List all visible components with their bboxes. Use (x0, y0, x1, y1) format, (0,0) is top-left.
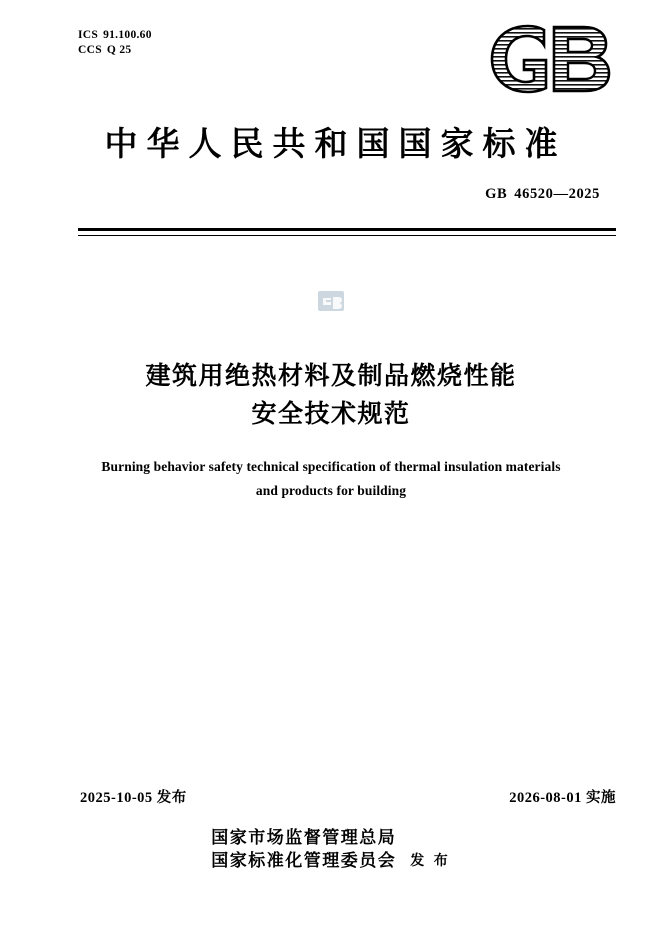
implementation-date: 2026-08-01 实施 (509, 790, 616, 806)
standard-code: 46520—2025 (514, 186, 600, 202)
document-title-cn (0, 358, 662, 434)
ics-label: ICS (78, 29, 99, 41)
issue-verb: 发 布 (410, 854, 451, 869)
gb-logo-icon (484, 20, 616, 98)
issuer-names (211, 826, 396, 872)
ics-line (78, 28, 152, 43)
classification-block (78, 28, 152, 58)
ccs-line (78, 43, 152, 58)
document-title-en-line2: and products for building (255, 483, 407, 498)
document-title-cn-line2: 安全技术规范 (251, 401, 411, 428)
issuing-authorities (0, 826, 662, 872)
divider-thin (78, 235, 616, 236)
standard-prefix: GB (485, 186, 508, 202)
standard-number (485, 186, 600, 203)
document-title-cn-line1: 建筑用绝热材料及制品燃烧性能 (145, 363, 517, 390)
issue-date: 2025-10-05 发布 (80, 790, 187, 806)
watermark-logo-icon (318, 291, 344, 311)
document-title-en-line1: Burning behavior safety technical specification of thermal insulation materials (101, 459, 561, 474)
issuer-line-2: 国家标准化管理委员会 (211, 851, 397, 870)
ccs-value: Q 25 (106, 44, 132, 56)
ccs-label: CCS (78, 44, 102, 56)
issuer-line-1: 国家市场监督管理总局 (211, 828, 397, 847)
divider-thick (78, 228, 616, 231)
document-title-en (86, 455, 576, 503)
page-title: 中华人民共和国国家标准 (104, 127, 567, 163)
ics-value: 91.100.60 (103, 29, 152, 41)
